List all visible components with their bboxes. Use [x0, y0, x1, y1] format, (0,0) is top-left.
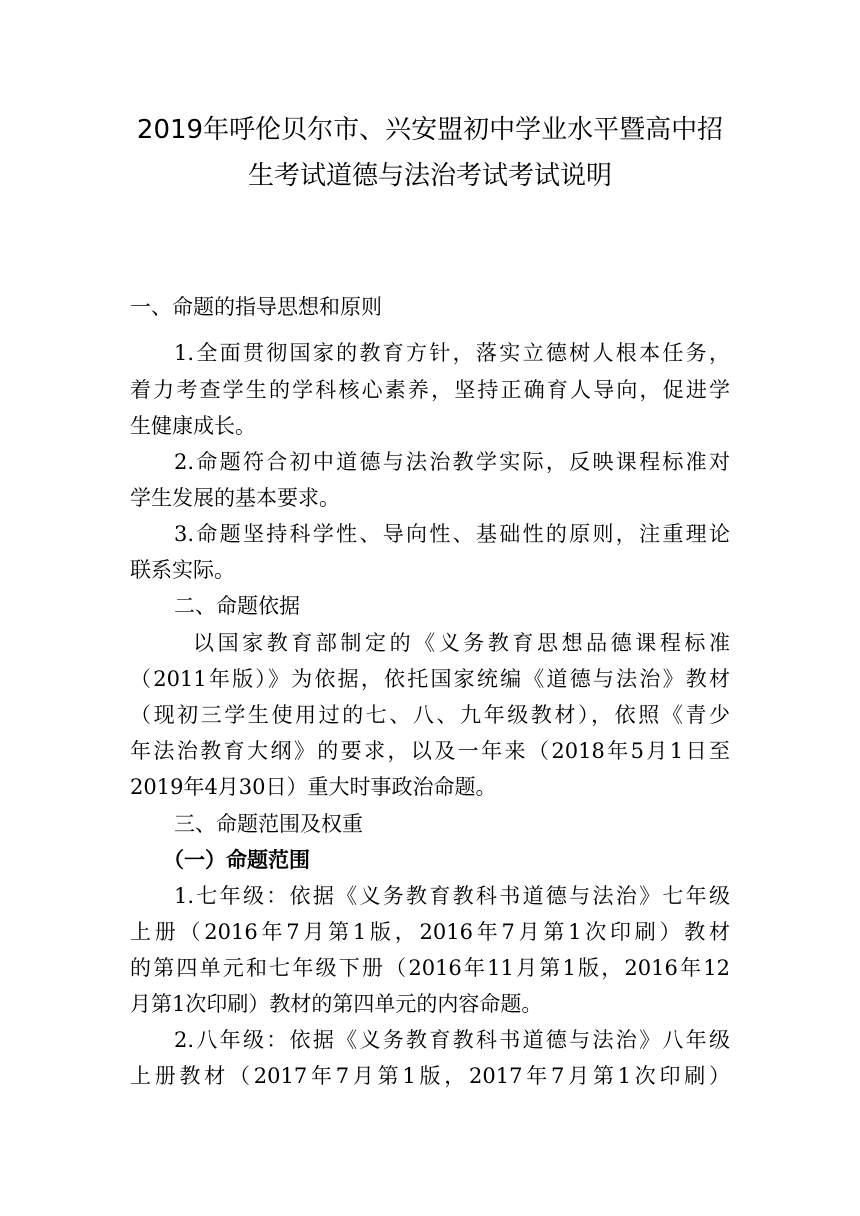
paragraph-line: 3.命题坚持科学性、导向性、基础性的原则，注重理论 — [174, 522, 730, 546]
paragraph-line: 学生发展的基本要求。 — [130, 486, 340, 510]
paragraph-line: 上册教材（2017年7月第1版，2017年7月第1次印刷） — [130, 1064, 730, 1088]
paragraph-line: 年法治教育大纲》的要求，以及一年来（2018年5月1日至 — [130, 739, 730, 763]
paragraph-line: 2.八年级：依据《义务教育教科书道德与法治》八年级 — [174, 1028, 730, 1052]
document-title-line-1: 2019年呼伦贝尔市、兴安盟初中学业水平暨高中招 — [136, 115, 724, 145]
section-heading-3: 三、命题范围及权重 — [174, 812, 363, 836]
paragraph-line: 生健康成长。 — [130, 414, 256, 438]
paragraph-line: （2011年版）》为依据，依托国家统编《道德与法治》教材 — [130, 667, 730, 691]
paragraph-line: 1.七年级：依据《义务教育教科书道德与法治》七年级 — [174, 884, 730, 908]
paragraph-line: 以国家教育部制定的《义务教育思想品德课程标准 — [193, 631, 730, 655]
paragraph-line: 月第1次印刷）教材的第四单元的内容命题。 — [130, 992, 543, 1016]
paragraph-line: （现初三学生使用过的七、八、九年级教材），依照《青少 — [130, 703, 730, 727]
subsection-heading: （一）命题范围 — [163, 848, 310, 872]
section-heading-1: 一、命题的指导思想和原则 — [130, 295, 382, 319]
paragraph-line: 1.全面贯彻国家的教育方针，落实立德树人根本任务， — [174, 341, 730, 365]
document-title-line-2: 生考试道德与法治考试考试说明 — [247, 161, 612, 191]
section-heading-2: 二、命题依据 — [174, 594, 300, 618]
paragraph-line: 上册（2016年7月第1版，2016年7月第1次印刷）教材 — [130, 920, 730, 944]
paragraph-line: 2.命题符合初中道德与法治教学实际，反映课程标准对 — [174, 450, 730, 474]
paragraph-line: 的第四单元和七年级下册（2016年11月第1版，2016年12 — [130, 956, 730, 980]
paragraph-line: 联系实际。 — [130, 558, 235, 582]
paragraph-line: 2019年4月30日）重大时事政治命题。 — [130, 775, 497, 799]
paragraph-line: 着力考查学生的学科核心素养，坚持正确育人导向，促进学 — [130, 378, 730, 402]
